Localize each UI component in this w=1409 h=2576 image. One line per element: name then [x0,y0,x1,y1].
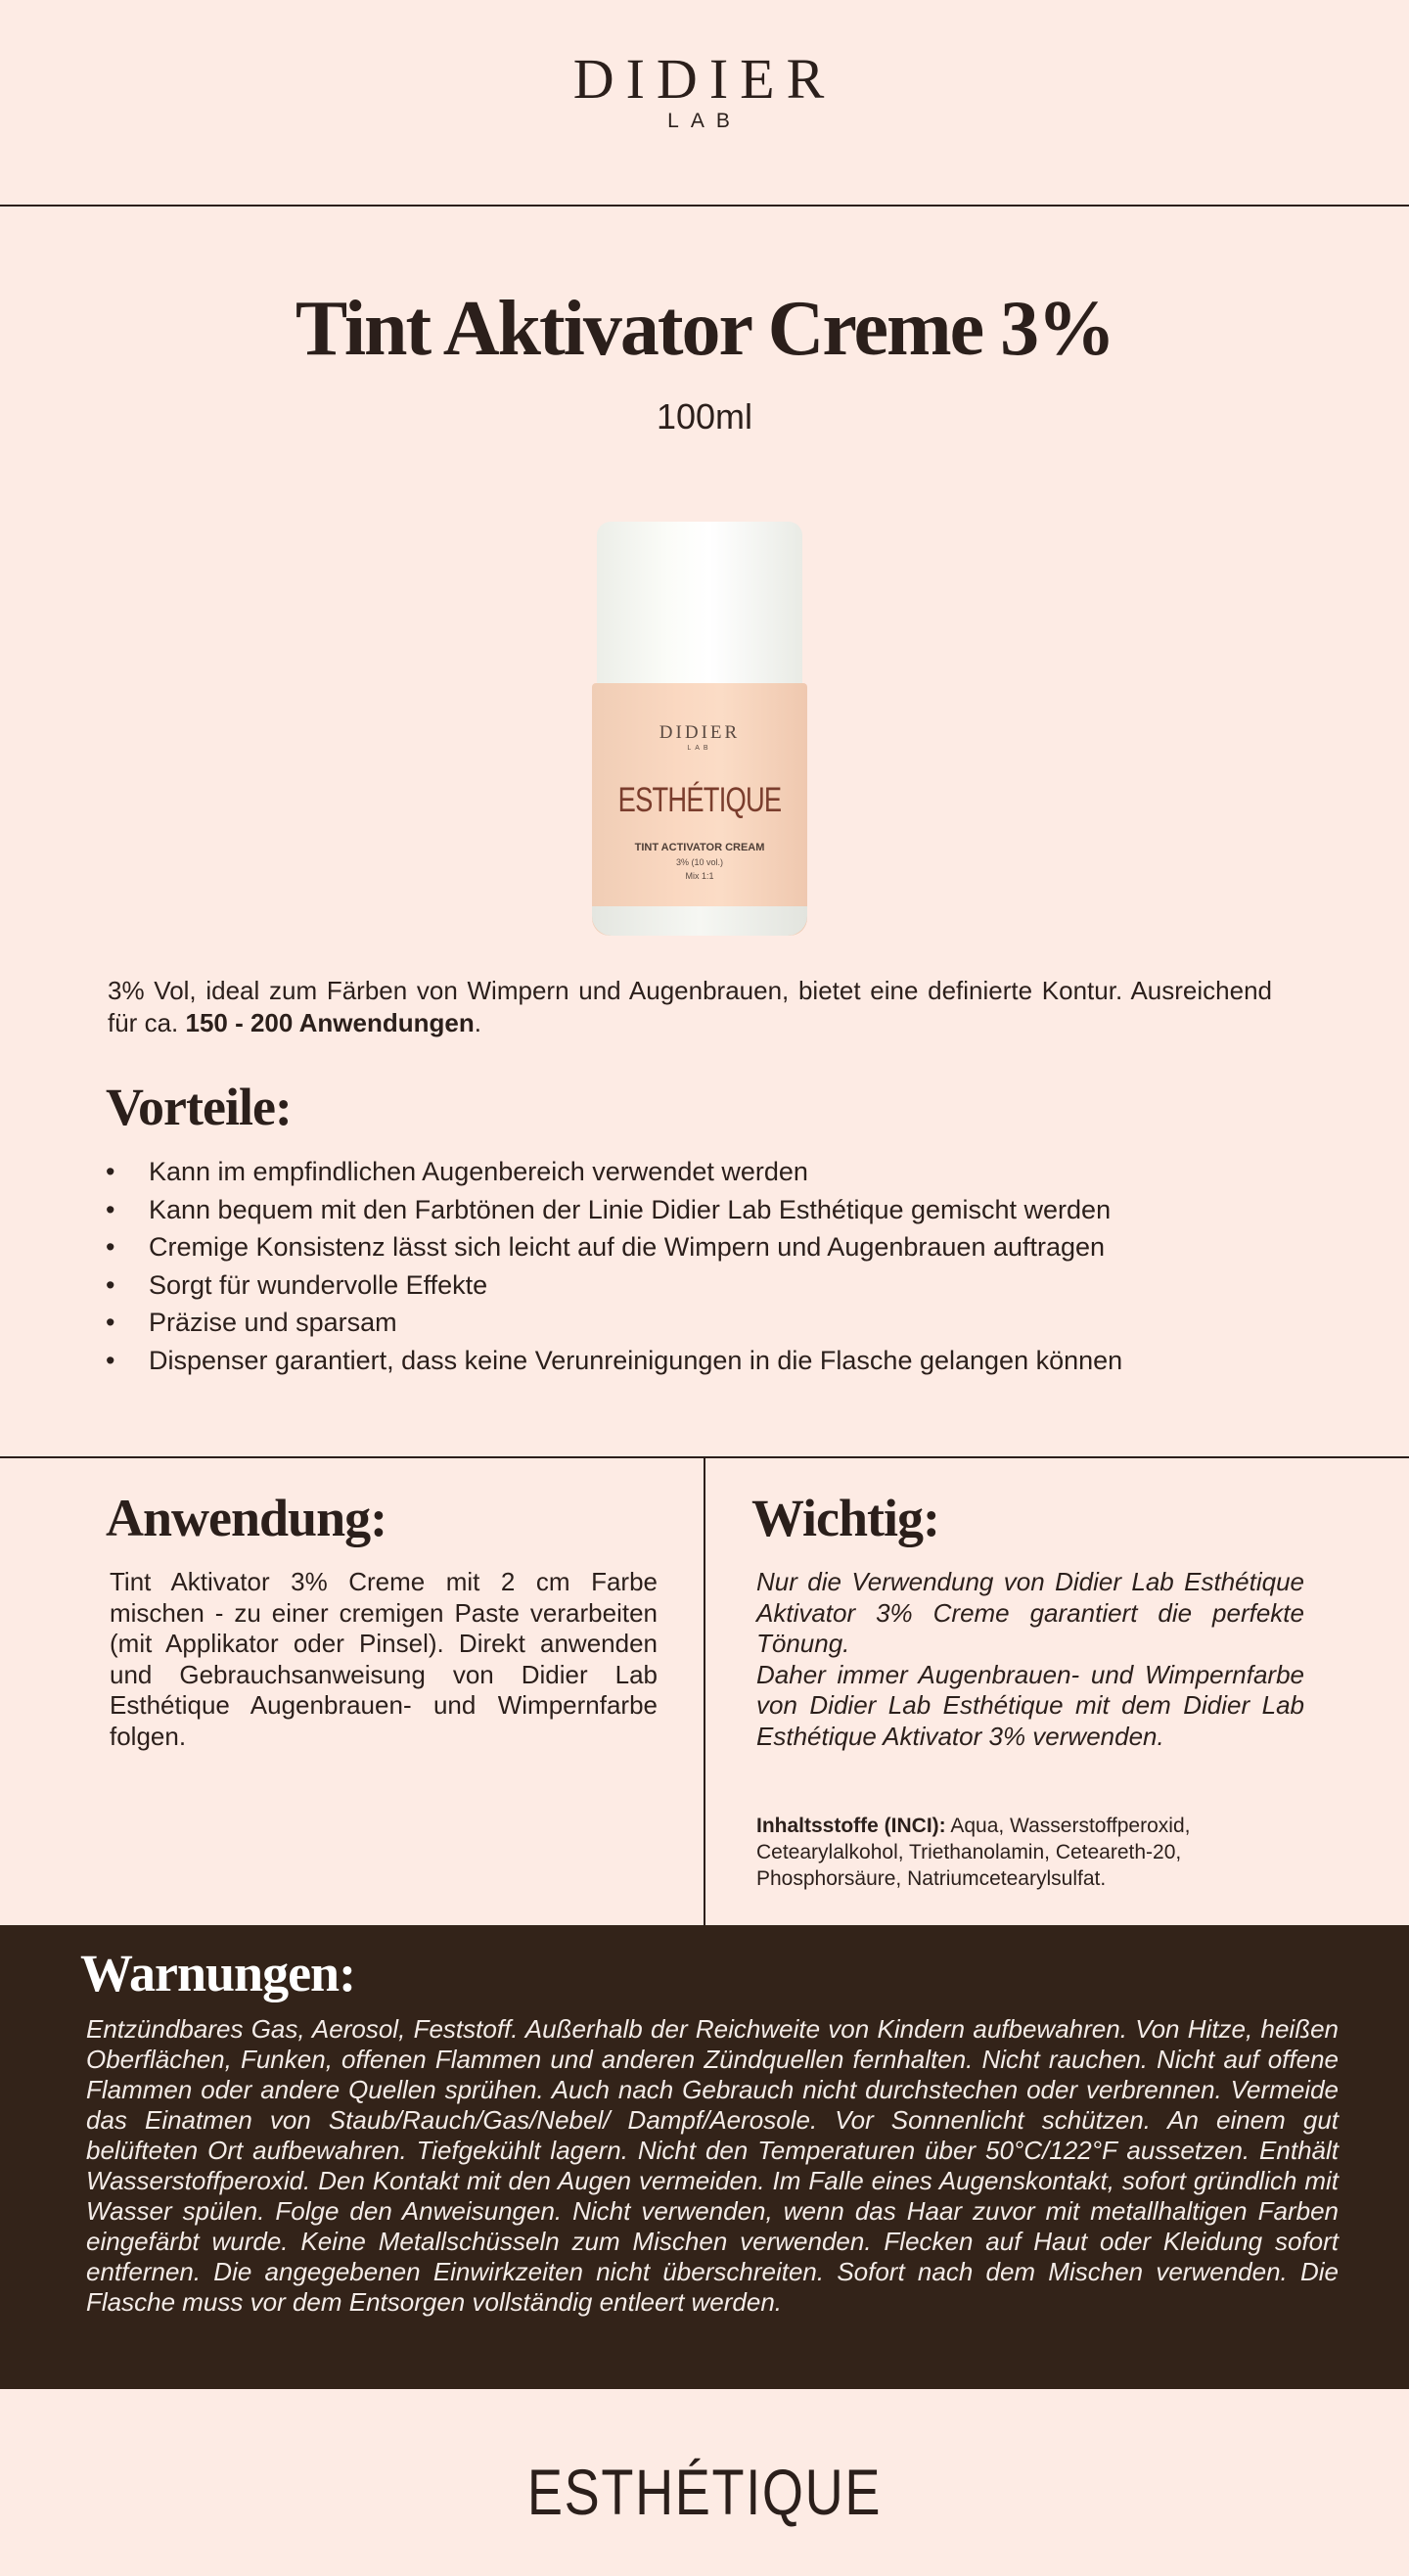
bullet-icon: • [106,1232,115,1262]
description-text: 3% Vol, ideal zum Färben von Wimpern und Augenbrauen, bietet eine definierte Kontur. Ausreichend für ca. [108,976,1272,1037]
bottle-body [592,683,807,936]
benefit-text: Kann im empfindlichen Augenbereich verwendet werden [149,1157,808,1186]
description-highlight: 150 - 200 Anwendungen [185,1008,475,1037]
important-text-1: Nur die Verwendung von Didier Lab Esthétique Aktivator 3% Creme garantiert die perfekte Tönung. [756,1567,1304,1658]
header-divider [0,205,1409,207]
bullet-icon: • [106,1345,115,1375]
bottle-mix: Mix 1:1 [685,871,714,881]
important-text [756,1567,1304,1752]
usage-text: Tint Aktivator 3% Creme mit 2 cm Farbe mischen - zu einer cremigen Paste verarbeiten (mit Applikator oder Pinsel). Direkt anwenden und Gebrauchsanweisung von Didier Lab Esthétique Augenbrauen- und Wimpernfarbe folgen. [110,1567,658,1751]
bullet-icon: • [106,1308,115,1337]
bottle-line: ESTHÉTIQUE [617,781,782,819]
bullet-icon: • [106,1194,115,1224]
product-volume: 100ml [656,396,753,437]
bullet-icon: • [106,1157,115,1186]
ingredients [756,1813,1304,1892]
bottle-base [592,906,807,936]
footer-logo: ESTHÉTIQUE [526,2456,883,2528]
usage-heading: Anwendung: [106,1489,387,1547]
list-item [106,1342,1329,1380]
brand-logo-sub: LAB [667,110,742,132]
bottle-cap [597,522,802,693]
description-end: . [474,1008,481,1037]
bottle-product-name: TINT ACTIVATOR CREAM [634,842,765,853]
benefit-text: Cremige Konsistenz lässt sich leicht auf die Wimpern und Augenbrauen auftragen [149,1232,1106,1262]
bottle-brand-sub: LAB [687,745,712,752]
product-title: Tint Aktivator Creme 3% [295,286,1114,372]
list-item [106,1191,1329,1229]
product-image [592,522,807,938]
page-header [0,0,1409,206]
bullet-icon: • [106,1269,115,1300]
bottle-strength: 3% (10 vol.) [675,857,724,867]
important-heading: Wichtig: [751,1489,939,1547]
list-item [106,1266,1329,1305]
list-item [106,1153,1329,1191]
list-item [106,1304,1329,1342]
brand-logo: DIDIER [572,47,837,111]
ingredients-text: Aqua, Wasserstoffperoxid, Cetearylalkohol, Triethanolamin, Ceteareth-20, Phosphorsäure, Natriumcetearylsulfat. [756,1815,1191,1890]
benefit-text: Kann bequem mit den Farbtönen der Linie Didier Lab Esthétique gemischt werden [149,1194,1112,1224]
benefit-text: Dispenser garantiert, dass keine Verunreinigungen in die Flasche gelangen können [149,1345,1123,1375]
warnings-text: Entzündbares Gas, Aerosol, Feststoff. Außerhalb der Reichweite von Kindern aufbewahren. Von Hitze, heißen Oberflächen, Funken, offenen Flammen und anderen Zündquellen fernhalten. Nicht rauchen. Nicht auf offene Flammen oder andere Quellen sprühen. Auch nach Gebrauch nicht durchstechen oder verbrennen. Vermeide das Einatmen von Staub/Rauch/Gas/Nebel/ Dampf/Aerosole. Vor Sonnenlicht schützen. An einem gut belüfteten Ort aufbewahren. Tiefgekühlt lagern. Nicht den Temperaturen über 50°C/122°F aussetzen. Enthält Wasserstoffperoxid. Den Kontakt mit den Augen vermeiden. Im Falle eines Augenskontakt, sofort gründlich mit Wasser spülen. Folge den Anweisungen. Nicht verwenden, wenn das Haar zuvor mit metallhaltigen Farben eingefärbt wurde. Keine Metallschüsseln zum Mischen verwenden. Flecken auf Haut oder Kleidung sofort entfernen. Die angegebenen Einwirkzeiten nicht überschreiten. Sofort nach dem Mischen verwenden. Die Flasche muss vor dem Entsorgen vollständig entleert werden. [86,2014,1339,2317]
column-divider [704,1457,705,1925]
benefit-text: Präzise und sparsam [149,1308,397,1337]
benefits-heading: Vorteile: [106,1078,292,1136]
list-item [106,1228,1329,1266]
ingredients-label: Inhaltsstoffe (INCI): [756,1815,946,1837]
benefit-text: Sorgt für wundervolle Effekte [149,1269,488,1300]
important-text-2: Daher immer Augenbrauen- und Wimpernfarbe von Didier Lab Esthétique mit dem Didier Lab Esthétique Aktivator 3% verwenden. [756,1659,1304,1751]
product-description [108,975,1272,1039]
benefits-list [106,1153,1329,1379]
bottle-brand: DIDIER [659,722,741,743]
warnings-heading: Warnungen: [80,1944,356,2002]
